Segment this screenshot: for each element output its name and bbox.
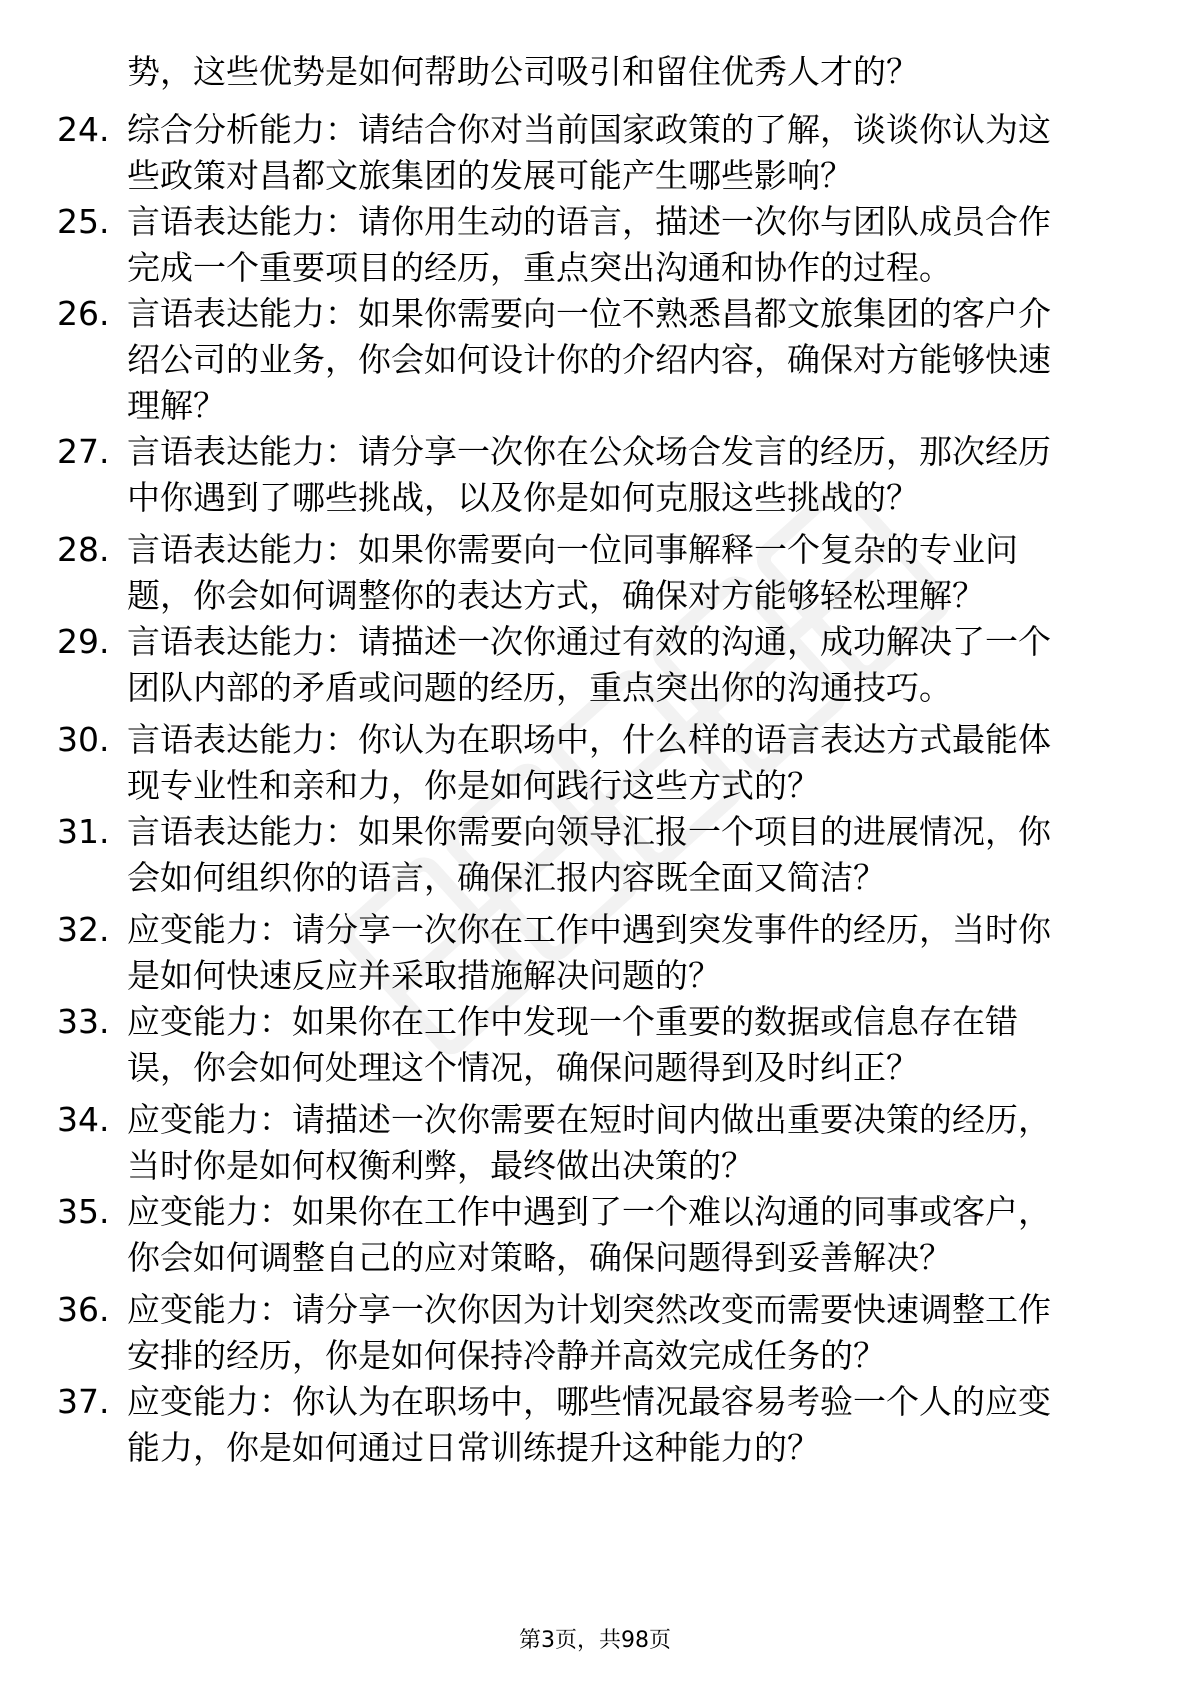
question-text: 言语表达能力：你认为在职场中，什么样的语言表达方式最能体 现专业性和亲和力，你是如何践行这些方式的？ <box>127 720 1051 805</box>
question-text: 言语表达能力：如果你需要向领导汇报一个项目的进展情况，你 会如何组织你的语言，确保汇报内容既全面又简洁？ <box>127 812 1051 897</box>
question-number: 25. <box>57 202 110 241</box>
question-text: 言语表达能力：请分享一次你在公众场合发言的经历，那次经历 中你遇到了哪些挑战，以及你是如何克服这些挑战的？ <box>127 432 1051 517</box>
question-number: 30. <box>57 720 110 759</box>
question-number: 32. <box>57 910 110 949</box>
page-footer: 第3页，共98页 <box>519 1628 671 1653</box>
question-number: 37. <box>57 1382 110 1421</box>
question-number: 35. <box>57 1192 110 1231</box>
question-text: 综合分析能力：请结合你对当前国家政策的了解，谈谈你认为这 些政策对昌都文旅集团的发展可能产生哪些影响？ <box>127 110 1051 195</box>
question-text: 应变能力：你认为在职场中，哪些情况最容易考验一个人的应变 能力，你是如何通过日常训练提升这种能力的？ <box>127 1382 1051 1467</box>
question-number: 26. <box>57 294 110 333</box>
question-text: 言语表达能力：请描述一次你通过有效的沟通，成功解决了一个 团队内部的矛盾或问题的经历，重点突出你的沟通技巧。 <box>127 622 1051 707</box>
question-text: 应变能力：如果你在工作中遇到了一个难以沟通的同事或客户， 你会如何调整自己的应对策略，确保问题得到妥善解决？ <box>127 1192 1051 1277</box>
question-number: 29. <box>57 622 110 661</box>
question-text: 应变能力：请描述一次你需要在短时间内做出重要决策的经历， 当时你是如何权衡利弊，最终做出决策的？ <box>127 1100 1051 1185</box>
question-text: 言语表达能力：如果你需要向一位同事解释一个复杂的专业问 题，你会如何调整你的表达方式，确保对方能够轻松理解？ <box>127 530 1018 615</box>
question-number: 33. <box>57 1002 110 1041</box>
question-number: 27. <box>57 432 110 471</box>
question-text: 应变能力：请分享一次你因为计划突然改变而需要快速调整工作 安排的经历，你是如何保持冷静并高效完成任务的？ <box>127 1290 1051 1375</box>
question-number: 31. <box>57 812 110 851</box>
question-number: 34. <box>57 1100 110 1139</box>
question-number: 36. <box>57 1290 110 1329</box>
continued-question-text: 势，这些优势是如何帮助公司吸引和留住优秀人才的？ <box>127 52 919 91</box>
question-number: 24. <box>57 110 110 149</box>
question-text: 应变能力：请分享一次你在工作中遇到突发事件的经历，当时你 是如何快速反应并采取措施解决问题的？ <box>127 910 1051 995</box>
question-text: 言语表达能力：如果你需要向一位不熟悉昌都文旅集团的客户介 绍公司的业务，你会如何设计你的介绍内容，确保对方能够快速 理解？ <box>127 294 1051 425</box>
question-text: 言语表达能力：请你用生动的语言，描述一次你与团队成员合作 完成一个重要项目的经历，重点突出沟通和协作的过程。 <box>127 202 1051 287</box>
question-text: 应变能力：如果你在工作中发现一个重要的数据或信息存在错 误，你会如何处理这个情况，确保问题得到及时纠正？ <box>127 1002 1018 1087</box>
question-number: 28. <box>57 530 110 569</box>
